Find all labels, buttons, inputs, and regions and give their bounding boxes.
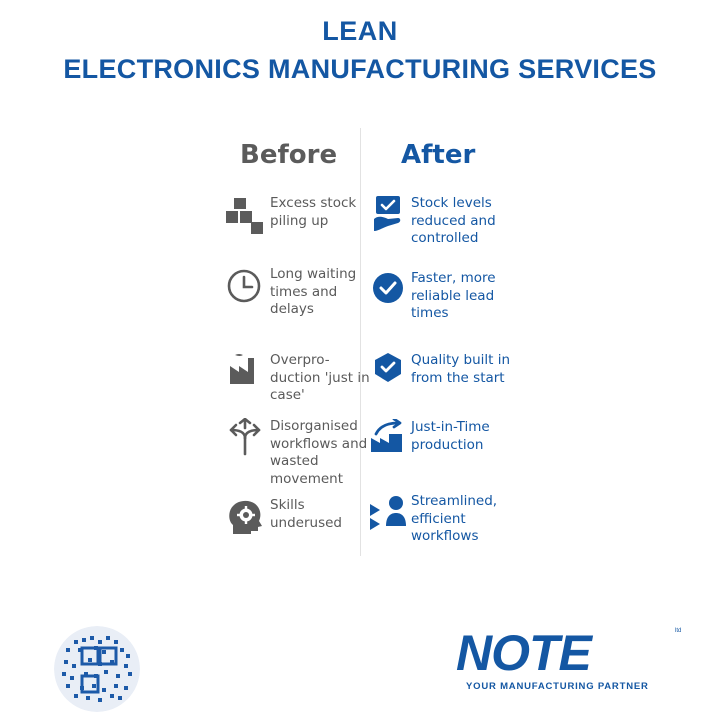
before-item-label: Overpro-duction 'just in case' bbox=[270, 352, 370, 403]
after-item-label: Streamlined, efficient workflows bbox=[411, 493, 498, 544]
column-divider bbox=[360, 128, 361, 556]
qr-code[interactable] bbox=[54, 626, 140, 712]
qr-code-graphic bbox=[54, 626, 140, 712]
title-ems: ELECTRONICS MANUFACTURING SERVICES bbox=[63, 54, 657, 84]
clock-icon bbox=[225, 266, 265, 306]
logo-registered-mark: ltd bbox=[675, 628, 682, 634]
after-item-label: Faster, more reliable lead times bbox=[411, 270, 496, 321]
logo-tagline: YOUR MANUFACTURING PARTNER bbox=[466, 681, 649, 692]
before-item-label: Excess stock piling up bbox=[270, 195, 357, 229]
check-circle-icon bbox=[366, 270, 406, 310]
before-item-label: Disorganised workflows and wasted movement bbox=[270, 418, 368, 487]
person-arrows-icon bbox=[366, 493, 406, 533]
after-item-label: Stock levels reduced and controlled bbox=[411, 195, 496, 246]
after-item-label: Just-in-Time production bbox=[411, 419, 490, 453]
logo-wordmark: NOTE bbox=[456, 625, 591, 681]
checked-box-hand-icon bbox=[366, 195, 406, 235]
after-item-label: Quality built in from the start bbox=[411, 352, 511, 386]
before-item-label: Skills underused bbox=[270, 497, 343, 531]
before-heading: Before bbox=[240, 140, 338, 170]
after-heading: After bbox=[401, 140, 476, 170]
boxes-icon bbox=[225, 195, 265, 235]
head-gear-icon bbox=[225, 497, 265, 537]
factory-arrow-icon bbox=[366, 419, 406, 459]
split-arrows-icon bbox=[225, 418, 265, 458]
before-item-label: Long waiting times and delays bbox=[270, 266, 357, 317]
check-shield-icon bbox=[366, 352, 406, 392]
title-lean: LEAN bbox=[322, 16, 398, 46]
factory-icon bbox=[225, 352, 265, 392]
